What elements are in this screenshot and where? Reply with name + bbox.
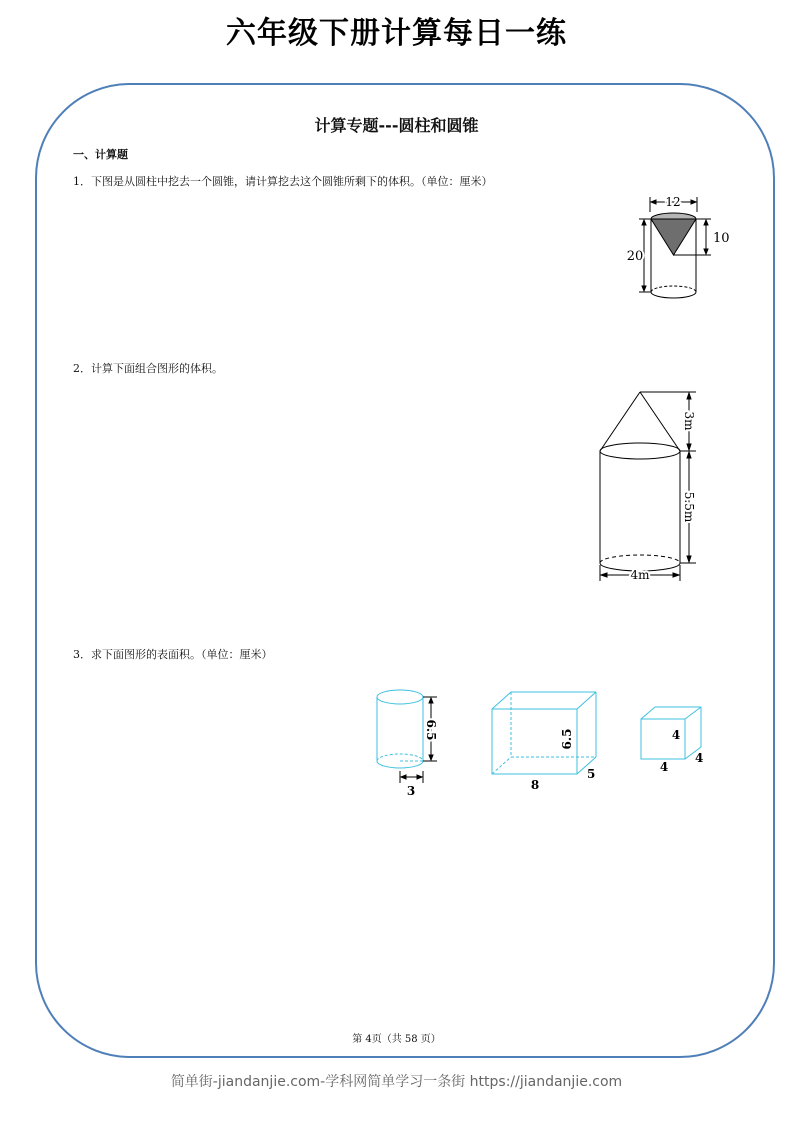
fig1-right-label: 10 — [713, 231, 730, 246]
section-title: 计算专题---圆柱和圆锥 — [314, 116, 479, 135]
figure-cyan-cube — [635, 700, 715, 780]
fig2-cylinder-height-label: 5.5m — [682, 491, 696, 523]
fig1-left-label: 20 — [626, 249, 644, 264]
question-2: 2．计算下面组合图形的体积。 — [73, 362, 223, 375]
fig2-cone-height-label: 3m — [682, 411, 696, 431]
section-heading: 一、计算题 — [73, 148, 128, 161]
fig3-cube-length-label: 4 — [659, 760, 669, 774]
main-title: 六年级下册计算每日一练 — [226, 16, 567, 51]
question-1: 1．下图是从圆柱中挖去一个圆锥，请计算挖去这个圆锥所剩下的体积。（单位：厘米） — [73, 175, 493, 188]
fig1-top-label: 12 — [665, 195, 681, 209]
fig3-box-height-label: 6.5 — [560, 728, 574, 750]
question-3: 3．求下面图形的表面积。（单位：厘米） — [73, 648, 273, 661]
fig3-box-length-label: 8 — [530, 778, 540, 792]
page-number: 第 4页（共 58 页） — [352, 1034, 441, 1045]
figure-cone-on-cylinder — [590, 385, 730, 590]
figure-cylinder-minus-cone — [625, 192, 735, 302]
figure-cyan-box — [485, 685, 605, 795]
fig3-cube-width-label: 4 — [695, 751, 704, 765]
figure-cyan-cylinder — [365, 683, 450, 803]
fig3-box-width-label: 5 — [587, 767, 596, 781]
fig2-diameter-label: 4m — [630, 568, 650, 582]
footer-watermark: 简单街-jiandanjie.com-学科网简单学习一条街 https://jiandanjie.com — [170, 1074, 623, 1090]
fig3-cylinder-radius-label: 3 — [406, 784, 416, 798]
fig3-cylinder-height-label: 6.5 — [424, 719, 438, 741]
fig3-cube-height-label: 4 — [671, 728, 681, 742]
